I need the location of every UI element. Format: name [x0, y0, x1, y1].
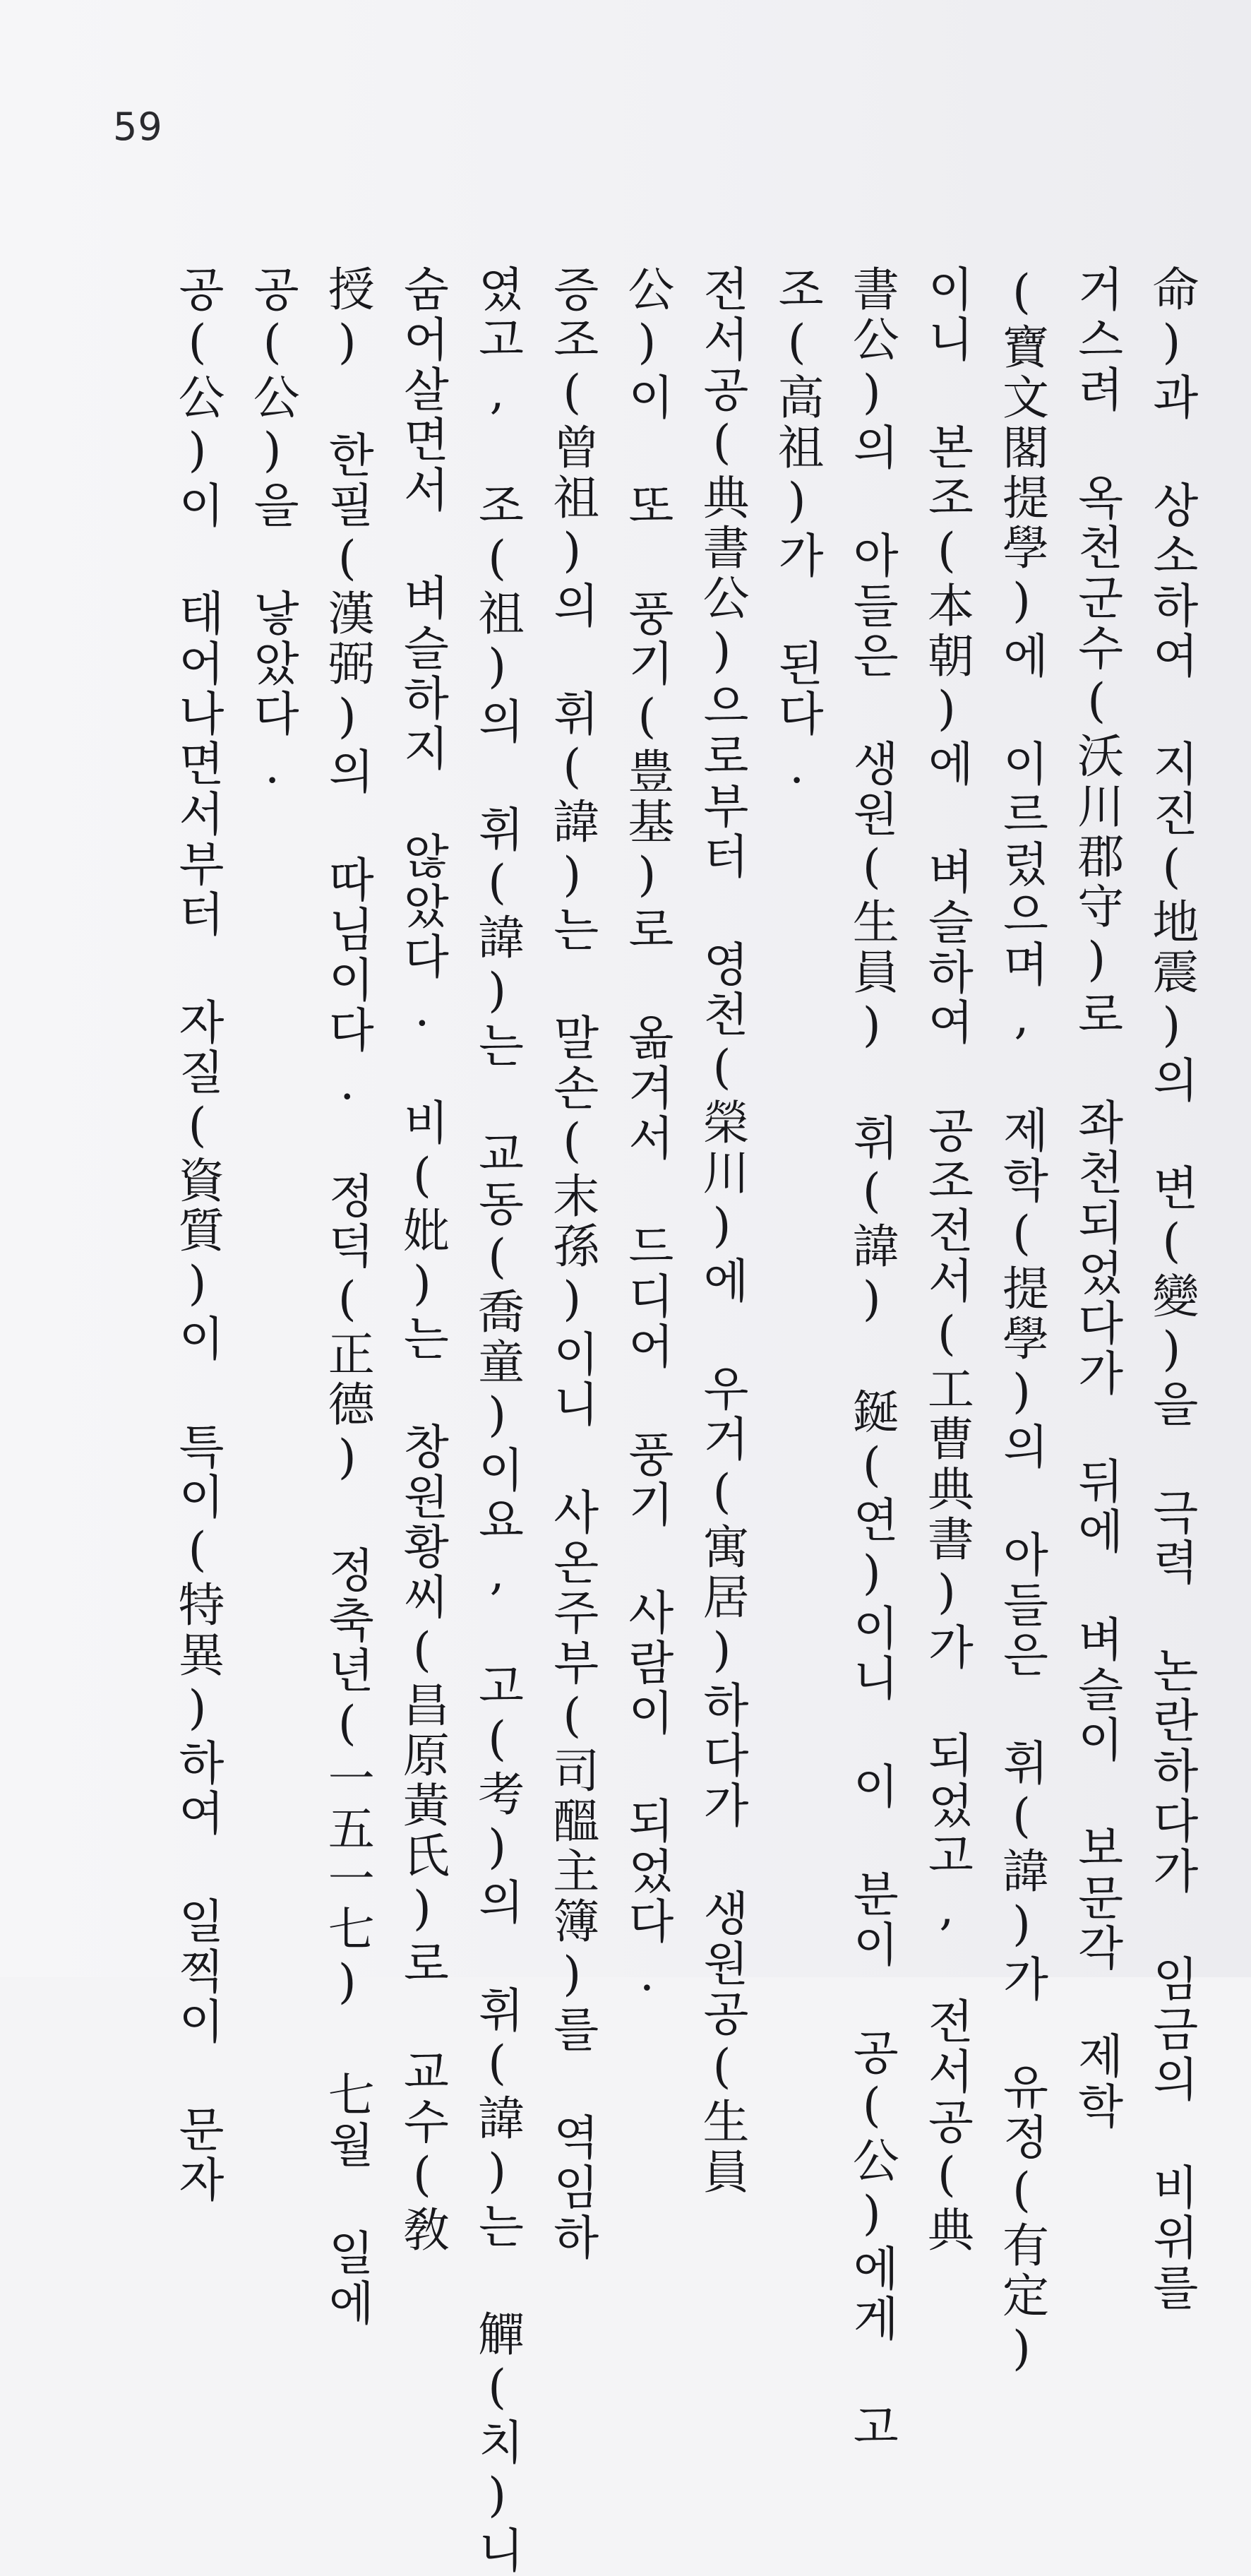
text-line: 공(公)을 낳았다.	[245, 265, 300, 797]
text-line: (寶文閣提學)에 이르렀으며, 제학(提學)의 아들은 휘(諱)가 유정(有定)	[994, 265, 1049, 2379]
text-line: 授) 한필(漢弼)의 따님이다. 정덕(正德) 정축년(一五一七) 七월 일에	[320, 265, 375, 2329]
text-line: 였고, 조(祖)의 휘(諱)는 교동(喬童)이요, 고(考)의 휘(諱)는 觶(치)니	[469, 265, 525, 2576]
text-line: 거스려 옥천군수(沃川郡守)로 좌천되었다가 뒤에 벼슬이 보문각 제학	[1069, 265, 1124, 2132]
text-line: 書公)의 아들은 생원(生員) 휘(諱) 鋋(연)이니 이 분이 공(公)에게 고	[844, 265, 899, 2452]
vertical-text-body	[164, 265, 1199, 2576]
text-line: 조(高祖)가 된다.	[770, 265, 825, 797]
text-line: 命)과 상소하여 지진(地震)의 변(變)을 극력 논란하다가 임금의 비위를	[1144, 265, 1199, 2313]
page-number: 59	[113, 105, 163, 149]
paragraph-start-line: 전서공(典書公)으로부터 영천(榮川)에 우거(寓居)하다가 생원공(生員	[694, 265, 749, 2198]
text-line: 숨어살면서 벼슬하지 않았다. 비(妣)는 창원황씨(昌原黃氏)로 교수(敎	[395, 265, 450, 2255]
text-line: 이니 본조(本朝)에 벼슬하여 공조전서(工曹典書)가 되었고, 전서공(典	[919, 265, 974, 2255]
paragraph-start-line: 공(公)이 태어나면서부터 자질(資質)이 특이(特異)하여 일찍이 문자	[170, 265, 225, 2205]
paragraph-start-line: 증조(曾祖)의 휘(諱)는 말손(末孫)이니 사온주부(司醞主簿)를 역임하	[544, 265, 599, 2263]
text-line: 公)이 또 풍기(豊基)로 옮겨서 드디어 풍기 사람이 되었다.	[619, 265, 674, 2005]
